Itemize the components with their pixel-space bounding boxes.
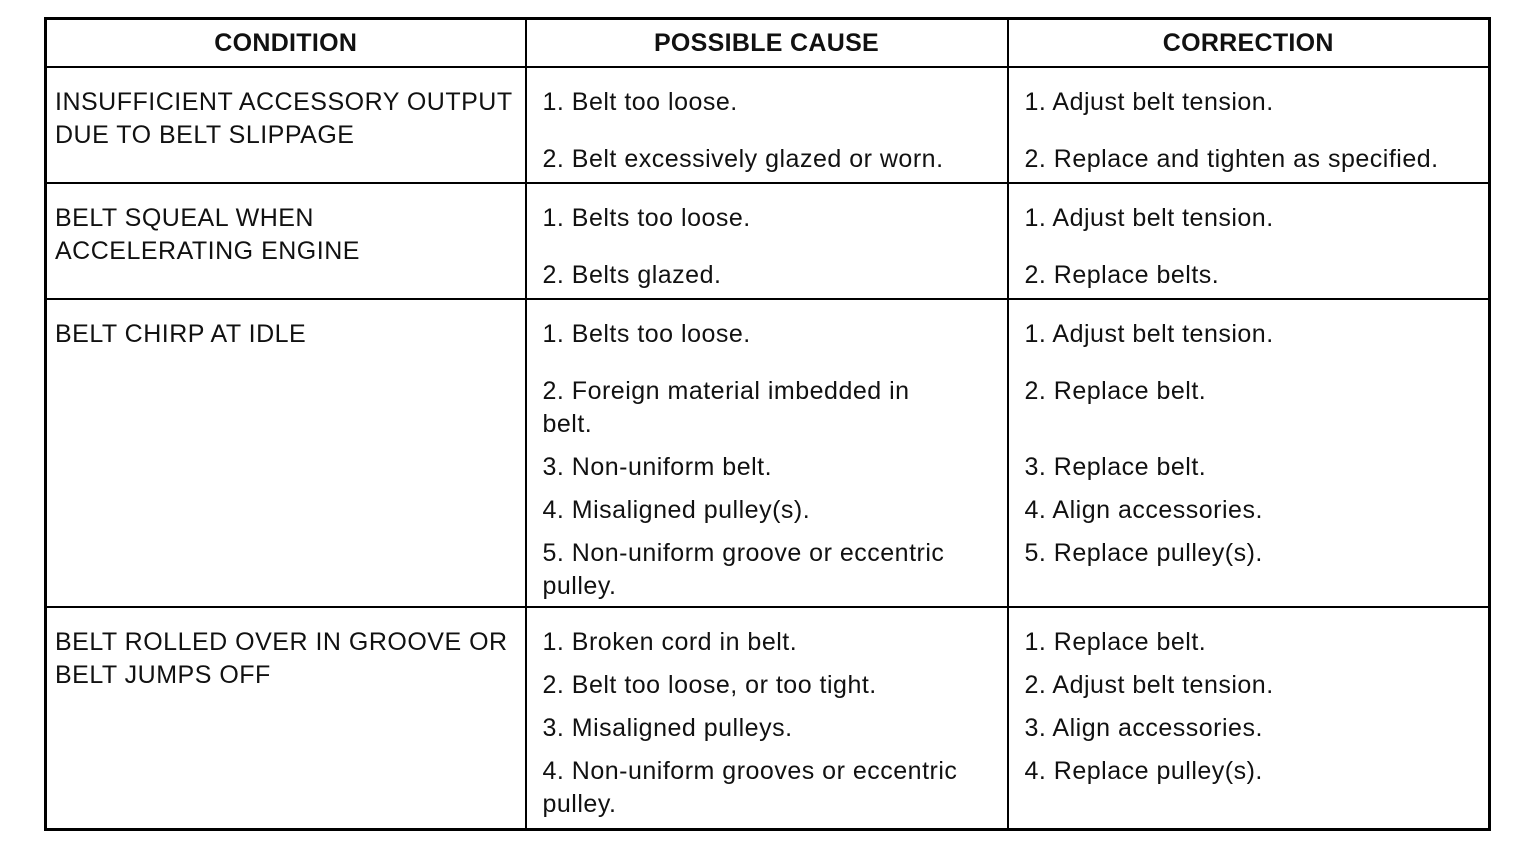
table-row: [46, 183, 1490, 299]
cause-item: 2. Belts glazed.: [542, 261, 722, 289]
correction-cell: [1008, 67, 1490, 183]
condition-cell: [46, 607, 526, 830]
header-correction: CORRECTION: [1008, 19, 1490, 68]
condition-text: BELT SQUEAL WHEN ACCELERATING ENGINE: [55, 204, 360, 265]
correction-item: 1. Adjust belt tension.: [1024, 88, 1274, 116]
header-condition: CONDITION: [46, 19, 526, 68]
cause-item: 4. Non-uniform grooves or eccentric pulley.: [542, 757, 958, 818]
table-row: [46, 67, 1490, 183]
cause-item: 1. Belts too loose.: [542, 320, 751, 348]
condition-cell: [46, 183, 526, 299]
correction-item: 1. Adjust belt tension.: [1024, 204, 1274, 232]
condition-cell: [46, 67, 526, 183]
cause-cell: [526, 607, 1008, 830]
correction-item: 3. Replace belt.: [1024, 453, 1207, 481]
correction-cell: [1008, 183, 1490, 299]
cause-item: 3. Misaligned pulleys.: [542, 714, 793, 742]
correction-item: 2. Replace and tighten as specified.: [1024, 145, 1439, 173]
correction-item: 1. Adjust belt tension.: [1024, 320, 1274, 348]
header-row: [46, 19, 1490, 68]
cause-item: 3. Non-uniform belt.: [542, 453, 773, 481]
cause-item: 1. Belts too loose.: [542, 204, 751, 232]
correction-item: 2. Replace belts.: [1024, 261, 1220, 289]
diagnosis-table: [44, 17, 1491, 831]
cause-item: 1. Broken cord in belt.: [542, 628, 798, 656]
cause-item: 2. Foreign material imbedded in belt.: [542, 377, 910, 438]
correction-item: 2. Adjust belt tension.: [1024, 671, 1274, 699]
correction-item: 2. Replace belt.: [1024, 377, 1207, 405]
condition-text: BELT CHIRP AT IDLE: [55, 320, 307, 348]
correction-cell: [1008, 299, 1490, 607]
cause-item: 5. Non-uniform groove or eccentric pulley.: [542, 539, 945, 600]
cause-item: 2. Belt too loose, or too tight.: [542, 671, 877, 699]
correction-item: 4. Replace pulley(s).: [1024, 757, 1263, 785]
header-possible-cause: POSSIBLE CAUSE: [526, 19, 1008, 68]
cause-cell: [526, 67, 1008, 183]
table-row: [46, 607, 1490, 830]
correction-item: 3. Align accessories.: [1024, 714, 1263, 742]
correction-item: 5. Replace pulley(s).: [1024, 539, 1263, 567]
condition-cell: [46, 299, 526, 607]
cause-item: 4. Misaligned pulley(s).: [542, 496, 811, 524]
correction-item: 4. Align accessories.: [1024, 496, 1263, 524]
cause-cell: [526, 299, 1008, 607]
cause-item: 1. Belt too loose.: [542, 88, 738, 116]
condition-text: BELT ROLLED OVER IN GROOVE OR BELT JUMPS OFF: [55, 628, 508, 689]
correction-cell: [1008, 607, 1490, 830]
cause-cell: [526, 183, 1008, 299]
correction-item: 1. Replace belt.: [1024, 628, 1207, 656]
condition-text: INSUFFICIENT ACCESSORY OUTPUT DUE TO BELT SLIPPAGE: [55, 88, 513, 149]
cause-item: 2. Belt excessively glazed or worn.: [542, 145, 944, 173]
table-row: [46, 299, 1490, 607]
